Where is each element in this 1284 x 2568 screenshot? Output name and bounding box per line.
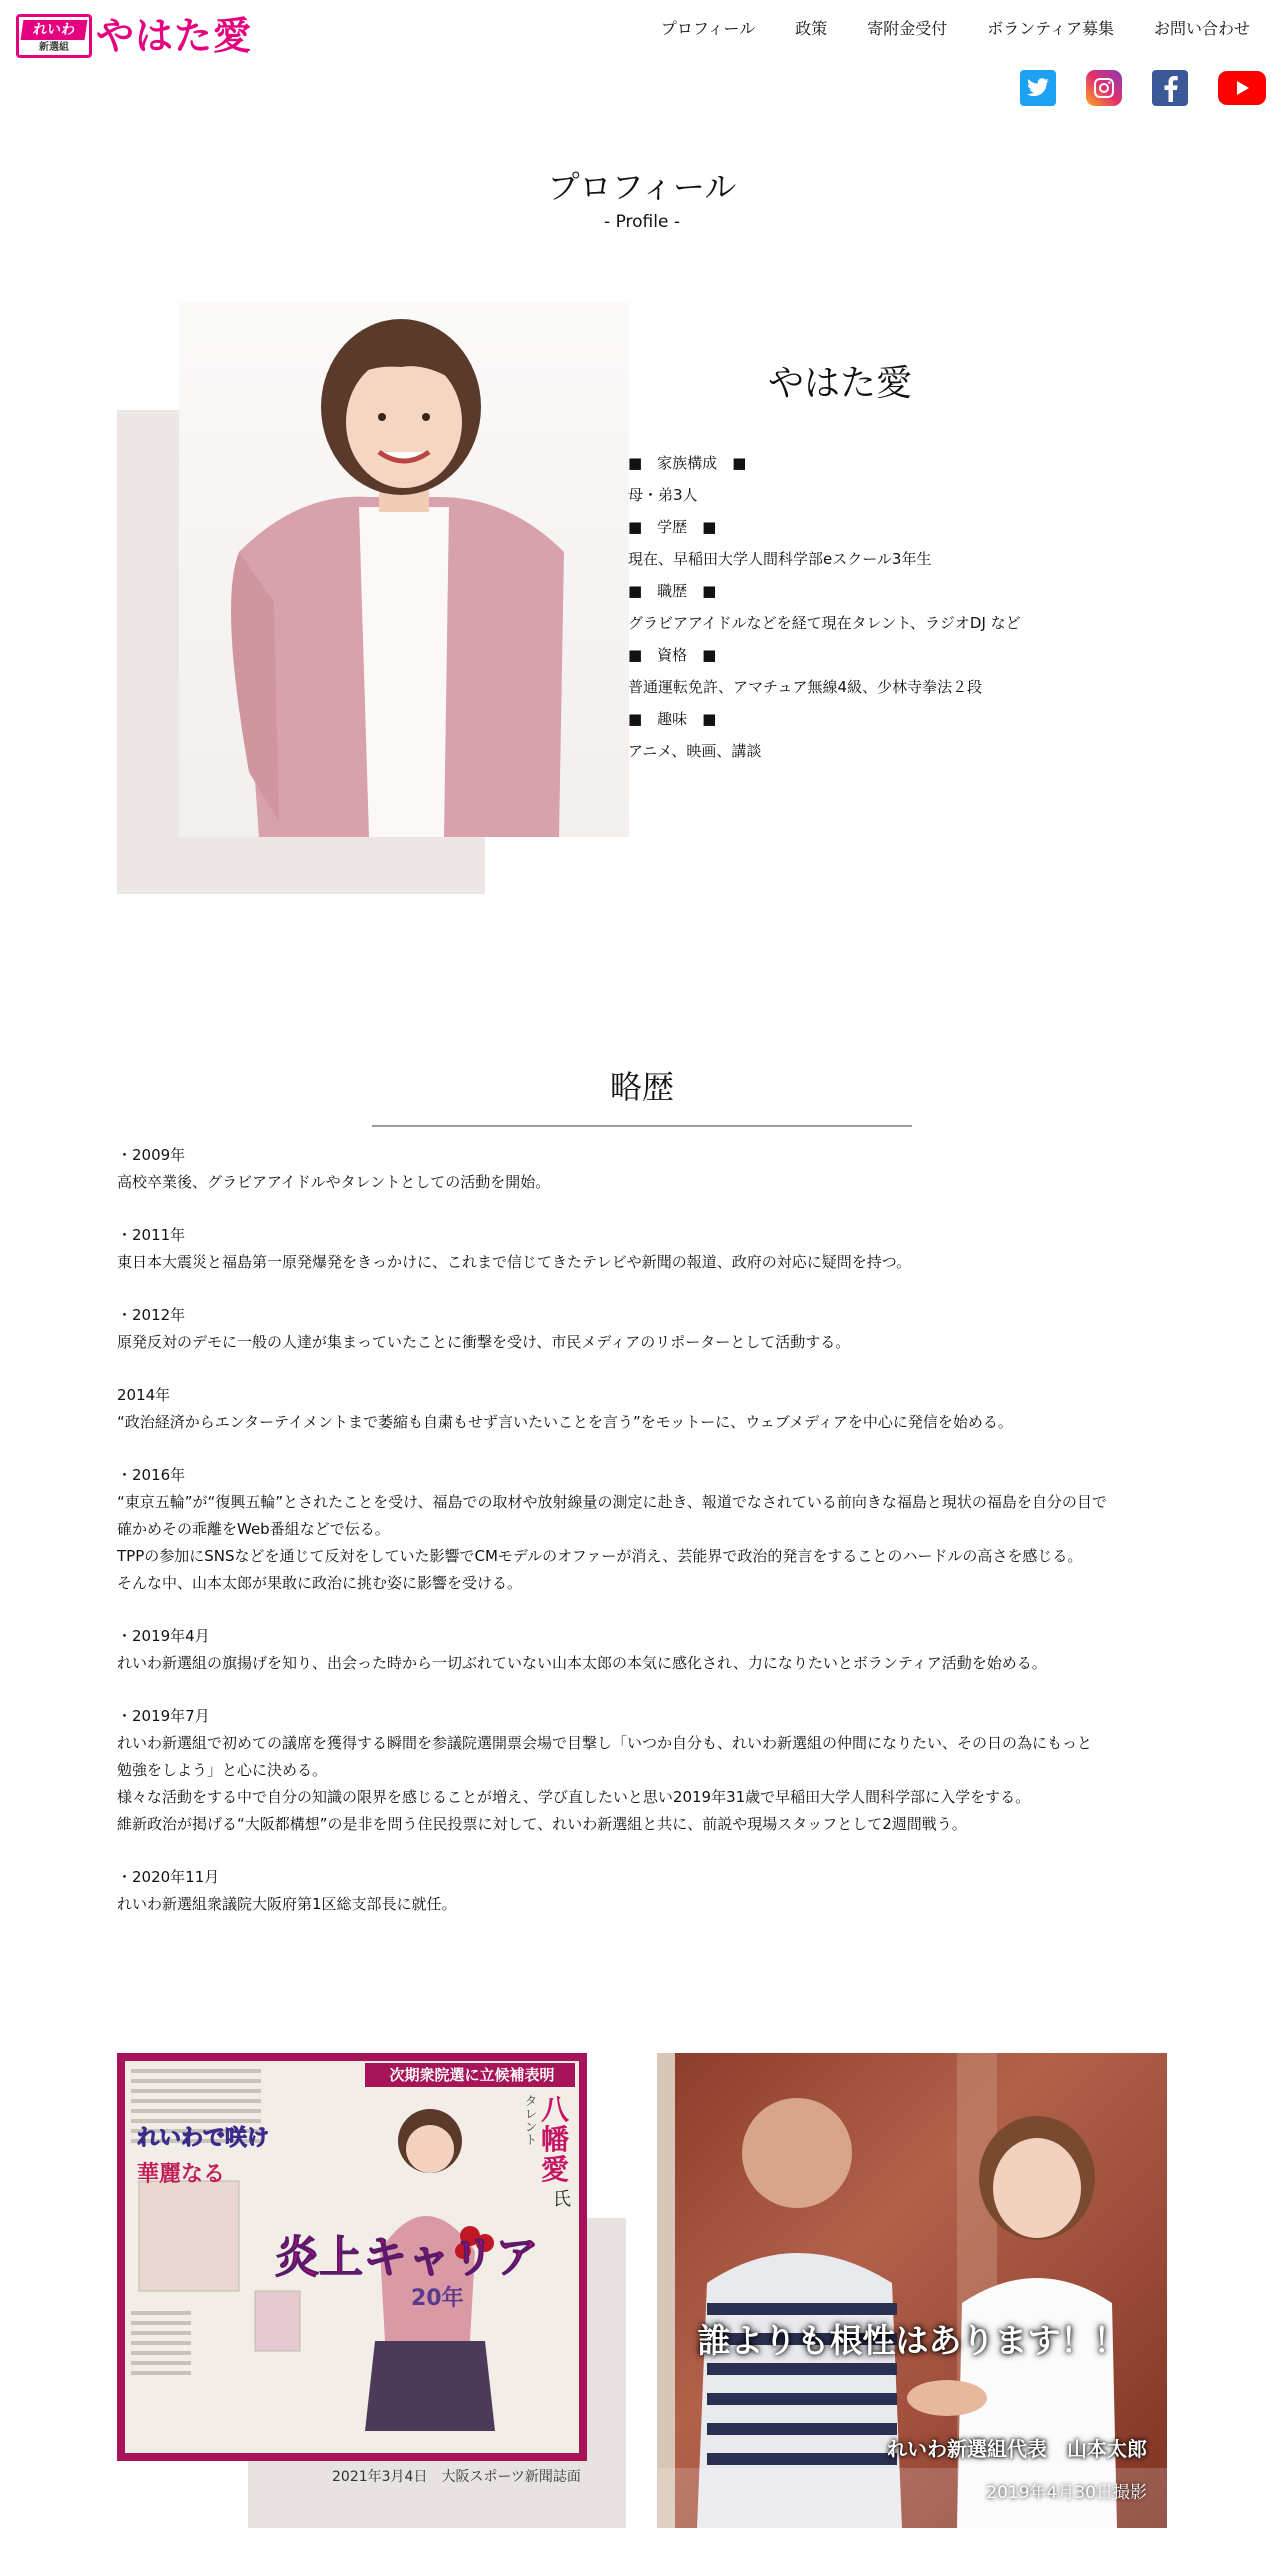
history-item xyxy=(117,1142,1177,1196)
social-links xyxy=(1020,70,1266,106)
history-text: 様々な活動をする中で自分の知識の限界を感じることが増え、学び直したいと思い2019年31歳で早稲田大学人間科学部に入学をする。 xyxy=(117,1788,1031,1806)
history-year: ・2012年 xyxy=(117,1306,186,1324)
history-text: 原発反対のデモに一般の人達が集まっていたことに衝撃を受け、市民メディアのリポーターとして活動する。 xyxy=(117,1333,851,1351)
history-text: れいわ新選組衆議院大阪府第1区総支部長に就任。 xyxy=(117,1895,457,1913)
history-text: “政治経済からエンターテイメントまで萎縮も自粛もせず言いたいことを言う”をモットーに、ウェブメディアを中心に発信を始める。 xyxy=(117,1413,1013,1431)
site-logo[interactable] xyxy=(16,14,278,58)
history-text: “東京五輪”が“復興五輪”とされたことを受け、福島での取材や放射線量の測定に赴き、報道でなされている前向きな福島と現状の福島を自分の目で xyxy=(117,1493,1107,1511)
facebook-icon[interactable] xyxy=(1152,70,1188,106)
twitter-icon[interactable] xyxy=(1020,70,1056,106)
history-text: 確かめその乖離をWeb番組などで伝る。 xyxy=(117,1520,390,1538)
history-year: ・2011年 xyxy=(117,1226,186,1244)
history-year: ・2019年7月 xyxy=(117,1707,210,1725)
profile-value-family: 母・弟3人 xyxy=(628,486,698,504)
news-suffix: 氏 xyxy=(553,2189,571,2210)
newspaper-page xyxy=(125,2061,579,2453)
history-text: 維新政治が掲げる“大阪都構想”の是非を問う住民投票に対して、れいわ新選組と共に、前説や現場スタッフとして2週間戦う。 xyxy=(117,1815,967,1833)
reiwa-logo-badge xyxy=(16,14,92,58)
history-text: TPPの参加にSNSなどを通じて反対をしていた影響でCMモデルのオファーが消え、芸能界で政治的発言をすることのハードルの高さを感じる。 xyxy=(117,1547,1083,1565)
profile-section-subtitle: - Profile - xyxy=(604,212,680,232)
nav-item-policy[interactable]: 政策 xyxy=(795,19,828,38)
history-text: 高校卒業後、グラビアアイドルやタレントとしての活動を開始。 xyxy=(117,1173,551,1191)
news-sub-headline: 華麗なる xyxy=(137,2162,226,2187)
main-nav xyxy=(661,18,1250,40)
instagram-icon[interactable] xyxy=(1086,70,1122,106)
history-year: ・2020年11月 xyxy=(117,1868,220,1886)
endorsement-signature: れいわ新選組代表 山本太郎 xyxy=(887,2437,1147,2461)
history-text: 勉強をしよう」と心に決める。 xyxy=(117,1761,328,1779)
nav-item-contact[interactable]: お問い合わせ xyxy=(1153,19,1250,38)
news-caption: 2021年3月4日 大阪スポーツ新聞誌面 xyxy=(332,2469,581,2485)
history-item xyxy=(117,1462,1177,1597)
youtube-icon[interactable] xyxy=(1218,71,1266,105)
nav-item-donation[interactable]: 寄附金受付 xyxy=(867,19,948,38)
history-item xyxy=(117,1222,1177,1276)
logo-badge-bottom: 新選組 xyxy=(39,42,69,53)
photo-date: 2019年4月30日撮影 xyxy=(986,2483,1147,2503)
newspaper-clipping xyxy=(117,2053,587,2461)
history-text: そんな中、山本太郎が果敢に政治に挑む姿に影響を受ける。 xyxy=(117,1574,523,1592)
history-text: れいわ新選組で初めての議席を獲得する瞬間を参議院選開票会場で目撃し「いつか自分も、れいわ新選組の仲間になりたい、その日の為にもっと xyxy=(117,1734,1093,1752)
endorsement-photo xyxy=(657,2053,1167,2528)
history-list xyxy=(117,1142,1177,1944)
profile-value-hobbies: アニメ、映画、講談 xyxy=(628,742,762,760)
logo-badge-top: れいわ xyxy=(21,20,88,40)
history-item xyxy=(117,1864,1177,1918)
profile-section-title: プロフィール xyxy=(547,168,737,206)
history-text: れいわ新選組の旗揚げを知り、出会った時から一切ぶれていない山本太郎の本気に感化され、力になりたいとボランティア活動を始める。 xyxy=(117,1654,1047,1672)
history-year: 2014年 xyxy=(117,1386,171,1404)
news-main-headline: 炎上キャリア xyxy=(275,2232,539,2283)
profile-value-education: 現在、早稲田大学人間科学部eスクール3年生 xyxy=(628,550,932,568)
profile-heading-licenses: ■ 資格 ■ xyxy=(628,646,717,664)
history-section-title: 略歴 xyxy=(609,1068,674,1106)
profile-heading-education: ■ 学歴 ■ xyxy=(628,518,717,536)
endorsement-quote: 誰よりも根性はあります！！ xyxy=(697,2321,1127,2360)
history-item xyxy=(117,1382,1177,1436)
profile-portrait xyxy=(179,302,629,837)
news-banner: れいわで咲け xyxy=(137,2126,270,2151)
history-year: ・2016年 xyxy=(117,1466,186,1484)
history-item xyxy=(117,1703,1177,1838)
profile-details xyxy=(628,447,1188,767)
history-divider xyxy=(372,1125,912,1127)
history-year: ・2009年 xyxy=(117,1146,186,1164)
news-tag: タレント xyxy=(525,2094,538,2147)
nav-item-profile[interactable]: プロフィール xyxy=(660,19,756,38)
history-item xyxy=(117,1623,1177,1677)
profile-value-career: グラビアアイドルなどを経て現在タレント、ラジオDJ など xyxy=(628,614,1021,632)
nav-item-volunteer[interactable]: ボランティア募集 xyxy=(987,19,1114,38)
history-item xyxy=(117,1302,1177,1356)
news-person-name: 八幡愛 xyxy=(541,2093,570,2186)
profile-value-licenses: 普通運転免許、アマチュア無線4級、少林寺拳法２段 xyxy=(628,678,983,696)
news-years: 20年 xyxy=(411,2286,464,2311)
profile-heading-career: ■ 職歴 ■ xyxy=(628,582,717,600)
news-headline-top: 次期衆院選に立候補表明 xyxy=(389,2066,555,2084)
logo-name: やはた愛 xyxy=(96,14,253,58)
history-text: 東日本大震災と福島第一原発爆発をきっかけに、これまで信じてきたテレビや新聞の報道、政府の対応に疑問を持つ。 xyxy=(117,1253,912,1271)
history-year: ・2019年4月 xyxy=(117,1627,210,1645)
profile-heading-hobbies: ■ 趣味 ■ xyxy=(628,710,717,728)
person-name: やはた愛 xyxy=(767,363,912,404)
profile-heading-family: ■ 家族構成 ■ xyxy=(628,454,747,472)
